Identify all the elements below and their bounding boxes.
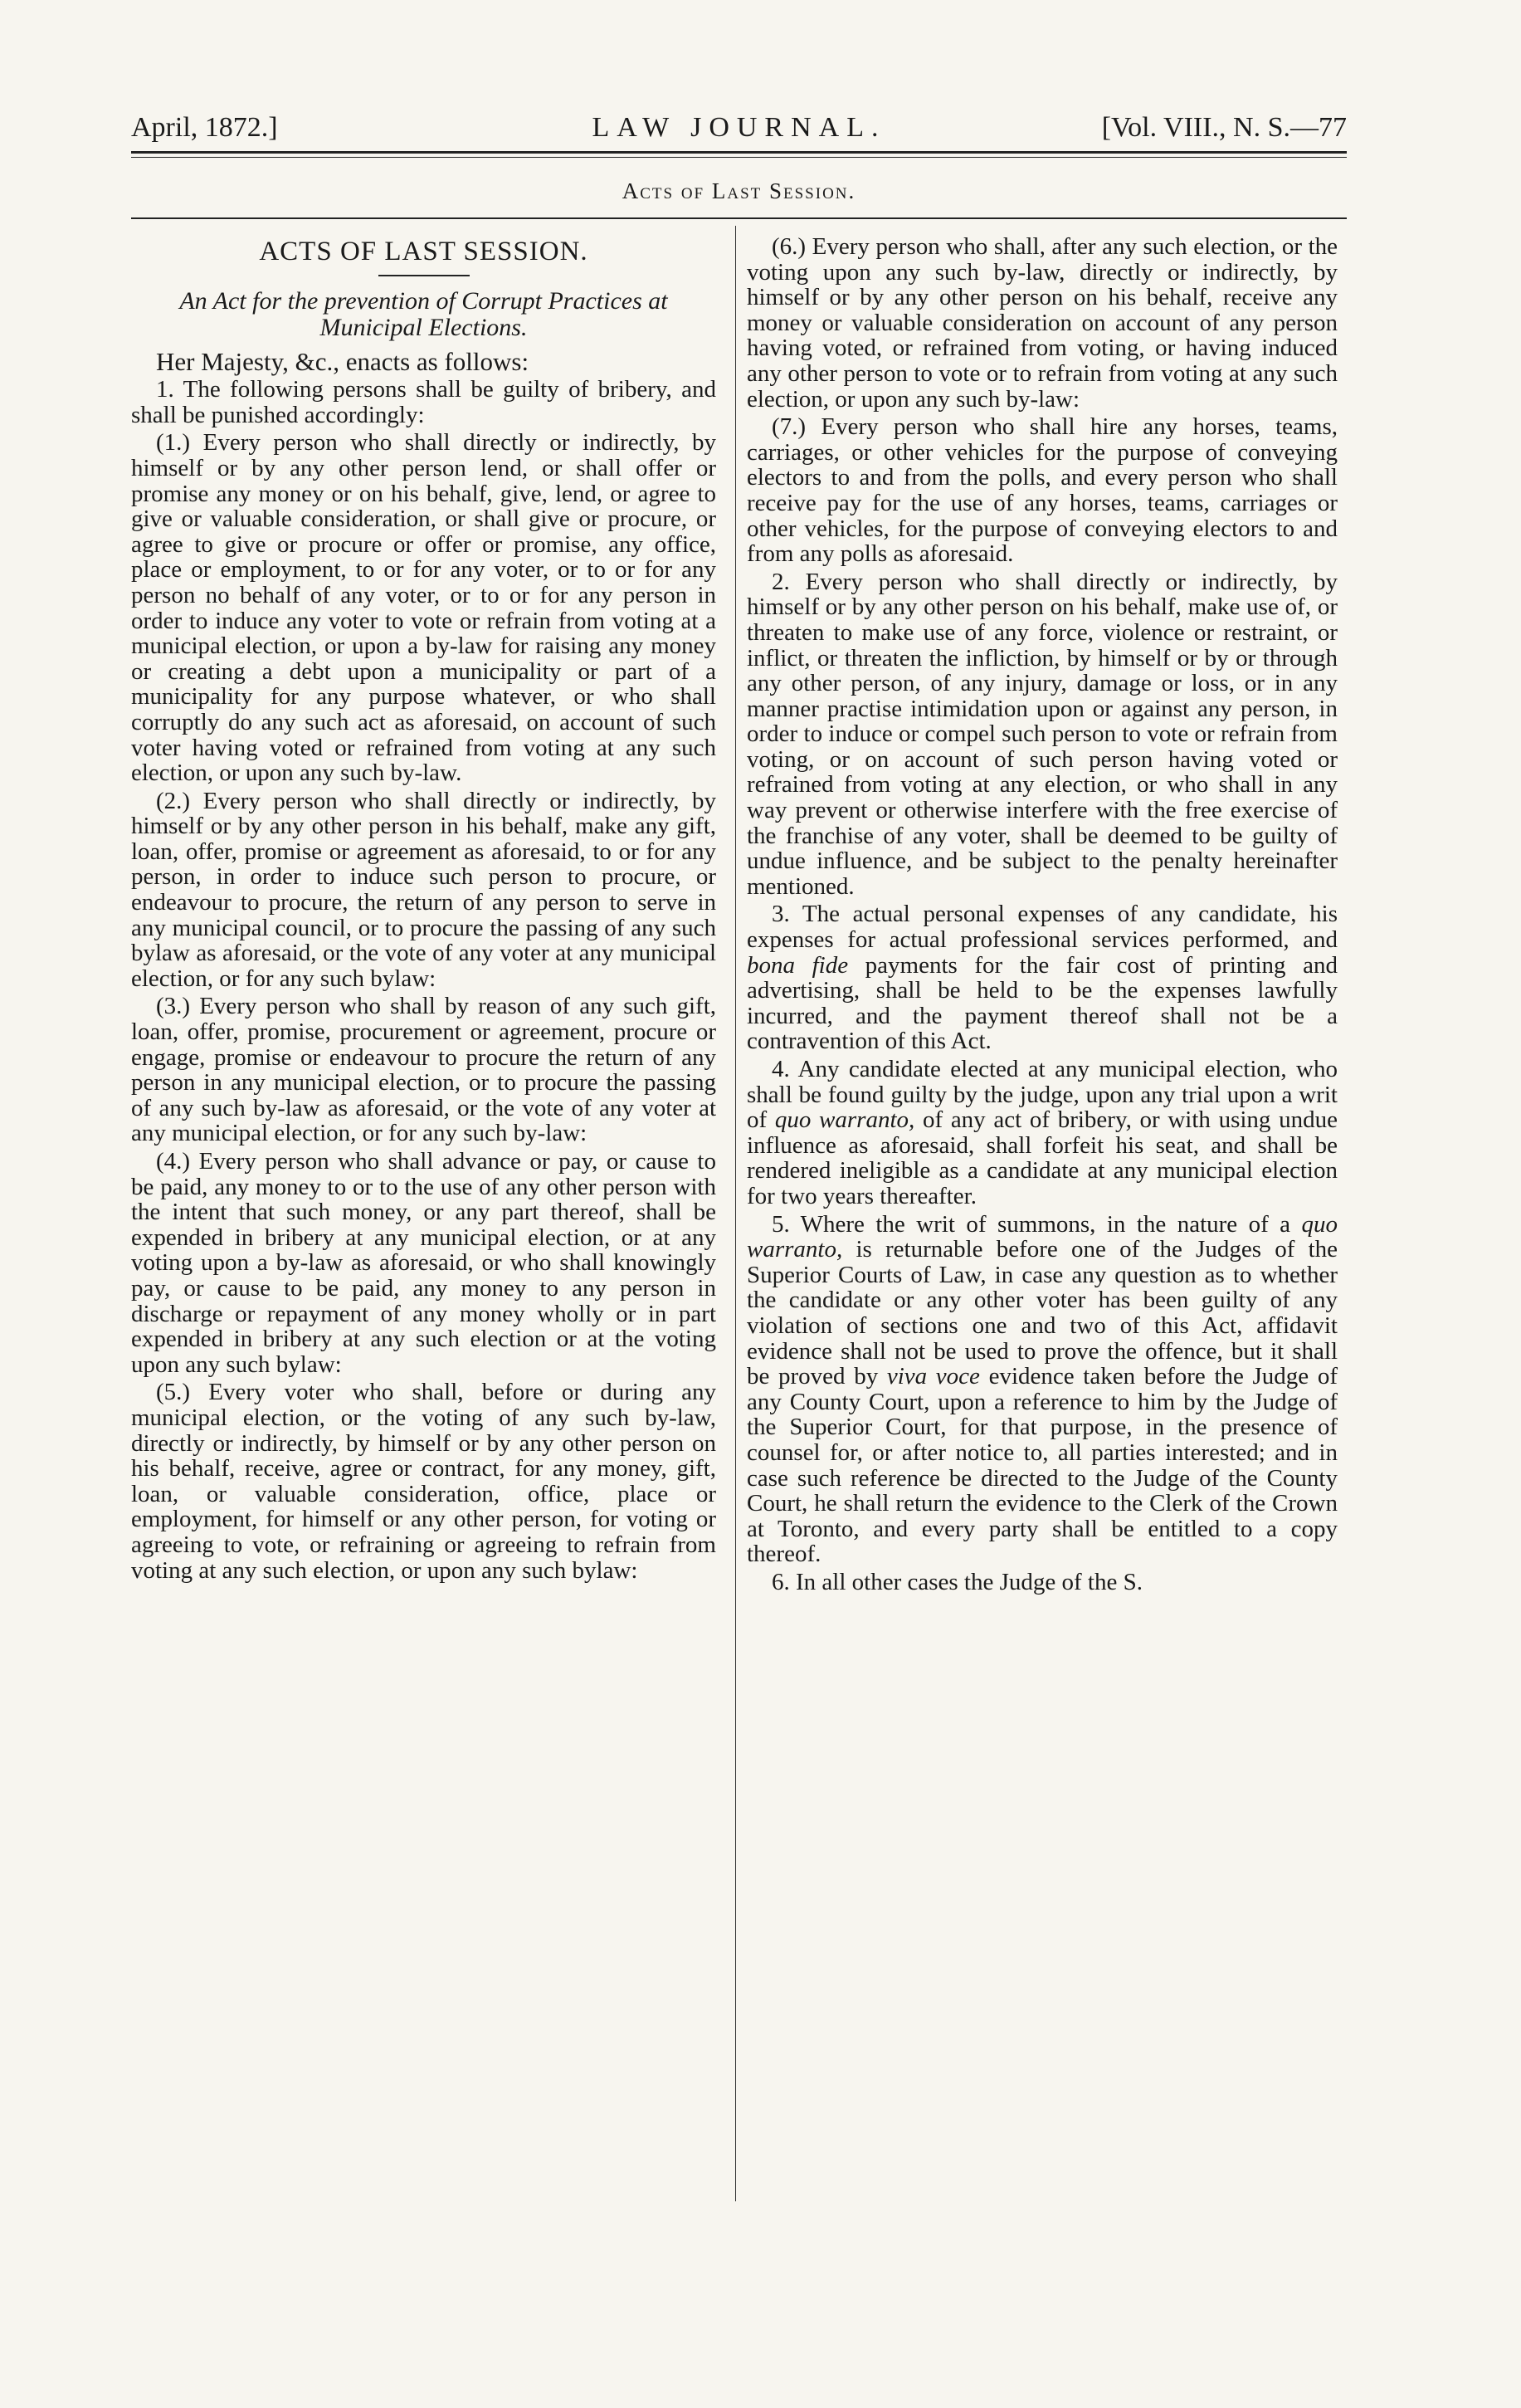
italic-term: bona fide <box>747 951 849 979</box>
article-title: ACTS OF LAST SESSION. <box>259 237 588 266</box>
italic-term: quo warranto, <box>774 1106 915 1134</box>
right-column <box>747 234 1338 1597</box>
left-column <box>131 234 716 1585</box>
paragraph: (1.) Every person who shall directly or indirectly, by himself or by any other person lend, or shall offer or promise any money or on his behalf, give, lend, or agree to give or valuable consideration, or shall give or procure, or agree to give or procure or offer or promise, any office, place or employment, to or for any voter, or to or for any person no behalf of any voter, or to or for any person in order to induce any voter to vote or refrain from voting at a municipal election, or upon a by-law for raising any money or creating a debt upon a municipality or part of a municipality for any purpose whatever, or who shall corruptly do any such act as aforesaid, on account of such voter having voted or refrained from voting at any such election, or upon any such by-law. <box>131 429 716 787</box>
italic-term: quo warranto, <box>747 1210 1338 1263</box>
paragraph: (6.) Every person who shall, after any such election, or the voting upon any such by-law, directly or indirectly, by himself or by any other person on his behalf, receive any money or valuable consideration on account of any person having voted, or refrained from voting, or having induced any other person to vote or to refrain from voting at any such election, or upon any such by-law: <box>747 233 1338 413</box>
text-run: payments for the fair cost of printing and advertising, shall be held to be the expenses lawfully incurred, and the payment thereof shall not be a contravention of this Act. <box>747 951 1338 1055</box>
header-rule-thin <box>131 157 1347 158</box>
text-run: is returnable before one of the Judges of the Superior Courts of Law, in case any question as to whether the candidate or any other voter has been guilty of any violation of sections one and two of this Act, affidavit evidence shall not be used to prove the offence, but it shall be proved by <box>747 1236 1338 1390</box>
paragraph <box>747 1057 1338 1209</box>
italic-term: viva voce <box>886 1363 980 1390</box>
column-divider <box>735 226 736 2201</box>
text-run: 3. The actual personal expenses of any candidate, his expenses for actual professional services performed, and <box>747 901 1338 954</box>
paragraph: (2.) Every person who shall directly or indirectly, by himself or by any other person in his behalf, make any gift, loan, offer, promise or agreement as aforesaid, to or for any person, in order to induce such person to procure, or endeavour to procure, the return of any person to serve in any municipal council, or to procure the passing of any such bylaw as aforesaid, or the vote of any voter at any municipal election, or for any such bylaw: <box>131 787 716 992</box>
section-heading: Acts of Last Session. <box>622 178 856 203</box>
paragraph: 6. In all other cases the Judge of the S. <box>772 1568 1143 1595</box>
title-rule <box>378 275 470 276</box>
text-run: of any act of bribery, or with using undue influence as aforesaid, shall forfeit his seat, and shall be rendered ineligible as a candidate at any municipal election for two years thereafter. <box>747 1106 1338 1209</box>
text-run: 4. Any candidate elected at any municipal election, who shall be found guilty by the judge, upon any trial upon a writ of <box>747 1056 1338 1134</box>
paragraph <box>747 1212 1338 1567</box>
paragraph: (7.) Every person who shall hire any horses, teams, carriages, or other vehicles for the purpose of conveying electors to and from the polls, and every person who shall receive pay for the use of any horses, teams, carriages or other vehicles, for the purpose of conveying electors to and from any polls as aforesaid. <box>747 413 1338 568</box>
header-rule <box>131 151 1347 154</box>
paragraph: (5.) Every voter who shall, before or during any municipal election, or the voting of any such by-law, directly or indirectly, by himself or by any other person on his behalf, receive, agree or contract, for any money, gift, loan, or valuable consideration, office, place or employment, for himself or any other person, for voting or agreeing to vote, or refraining or agreeing to refrain from voting at any such election, or upon any such bylaw: <box>131 1379 716 1584</box>
paragraph: 1. The following persons shall be guilty of bribery, and shall be punished accordingly: <box>131 376 716 428</box>
paragraph: (3.) Every person who shall by reason of any such gift, loan, offer, promise, procurement or agreement, procure or engage, promise or endeavour to procure the return of any person in any municipal election, or to procure the passing of any such by-law as aforesaid, or the vote of any voter at any municipal election, or for any such by-law: <box>131 993 716 1147</box>
volume-page: [Vol. VIII., N. S.—77 <box>1101 112 1347 143</box>
text-run: 5. Where the writ of summons, in the nature of a <box>772 1210 1302 1238</box>
paragraph: 2. Every person who shall directly or indirectly, by himself or by any other person on his behalf, make use of, or threaten to make use of any force, violence or restraint, or inflict, or threaten the infliction, by himself or by or through any other person, of any injury, damage or loss, or in any manner practise intimidation upon or against any person, in order to induce or compel such person to vote or refrain from voting, or on account of such person having voted or refrained from voting at any election, or who shall in any way prevent or otherwise interfere with the free exercise of the franchise of any voter, shall be deemed to be guilty of undue influence, and be subject to the penalty hereinafter mentioned. <box>747 568 1338 900</box>
act-title: An Act for the prevention of Corrupt Practices at Municipal Elections. <box>179 286 668 341</box>
enacting-clause: Her Majesty, &c., enacts as follows: <box>156 346 529 376</box>
paragraph <box>747 901 1338 1054</box>
paragraph: (4.) Every person who shall advance or pay, or cause to be paid, any money to or to the use of any other person with the intent that such money, or any part thereof, shall be expended in bribery at any municipal election, or at any voting upon a by-law as aforesaid, or who shall knowingly pay, or cause to be paid, any money to any person in discharge or repayment of any money wholly or in part expended in bribery at any such election or at the voting upon any such bylaw: <box>131 1148 716 1378</box>
running-head <box>131 112 1347 154</box>
journal-title: LAW JOURNAL. <box>592 112 886 143</box>
issue-date: April, 1872.] <box>131 112 278 143</box>
section-rule <box>131 217 1347 219</box>
text-run: evidence taken before the Judge of any County Court, upon a reference to him by the Judge of the Superior Court, for that purpose, in the presence of counsel for, or after notice to, all parties interested; and in case such reference be directed to the Judge of the County Court, he shall return the evidence to the Clerk of the Crown at Toronto, and every party shall be entitled to a copy thereof. <box>747 1363 1338 1568</box>
